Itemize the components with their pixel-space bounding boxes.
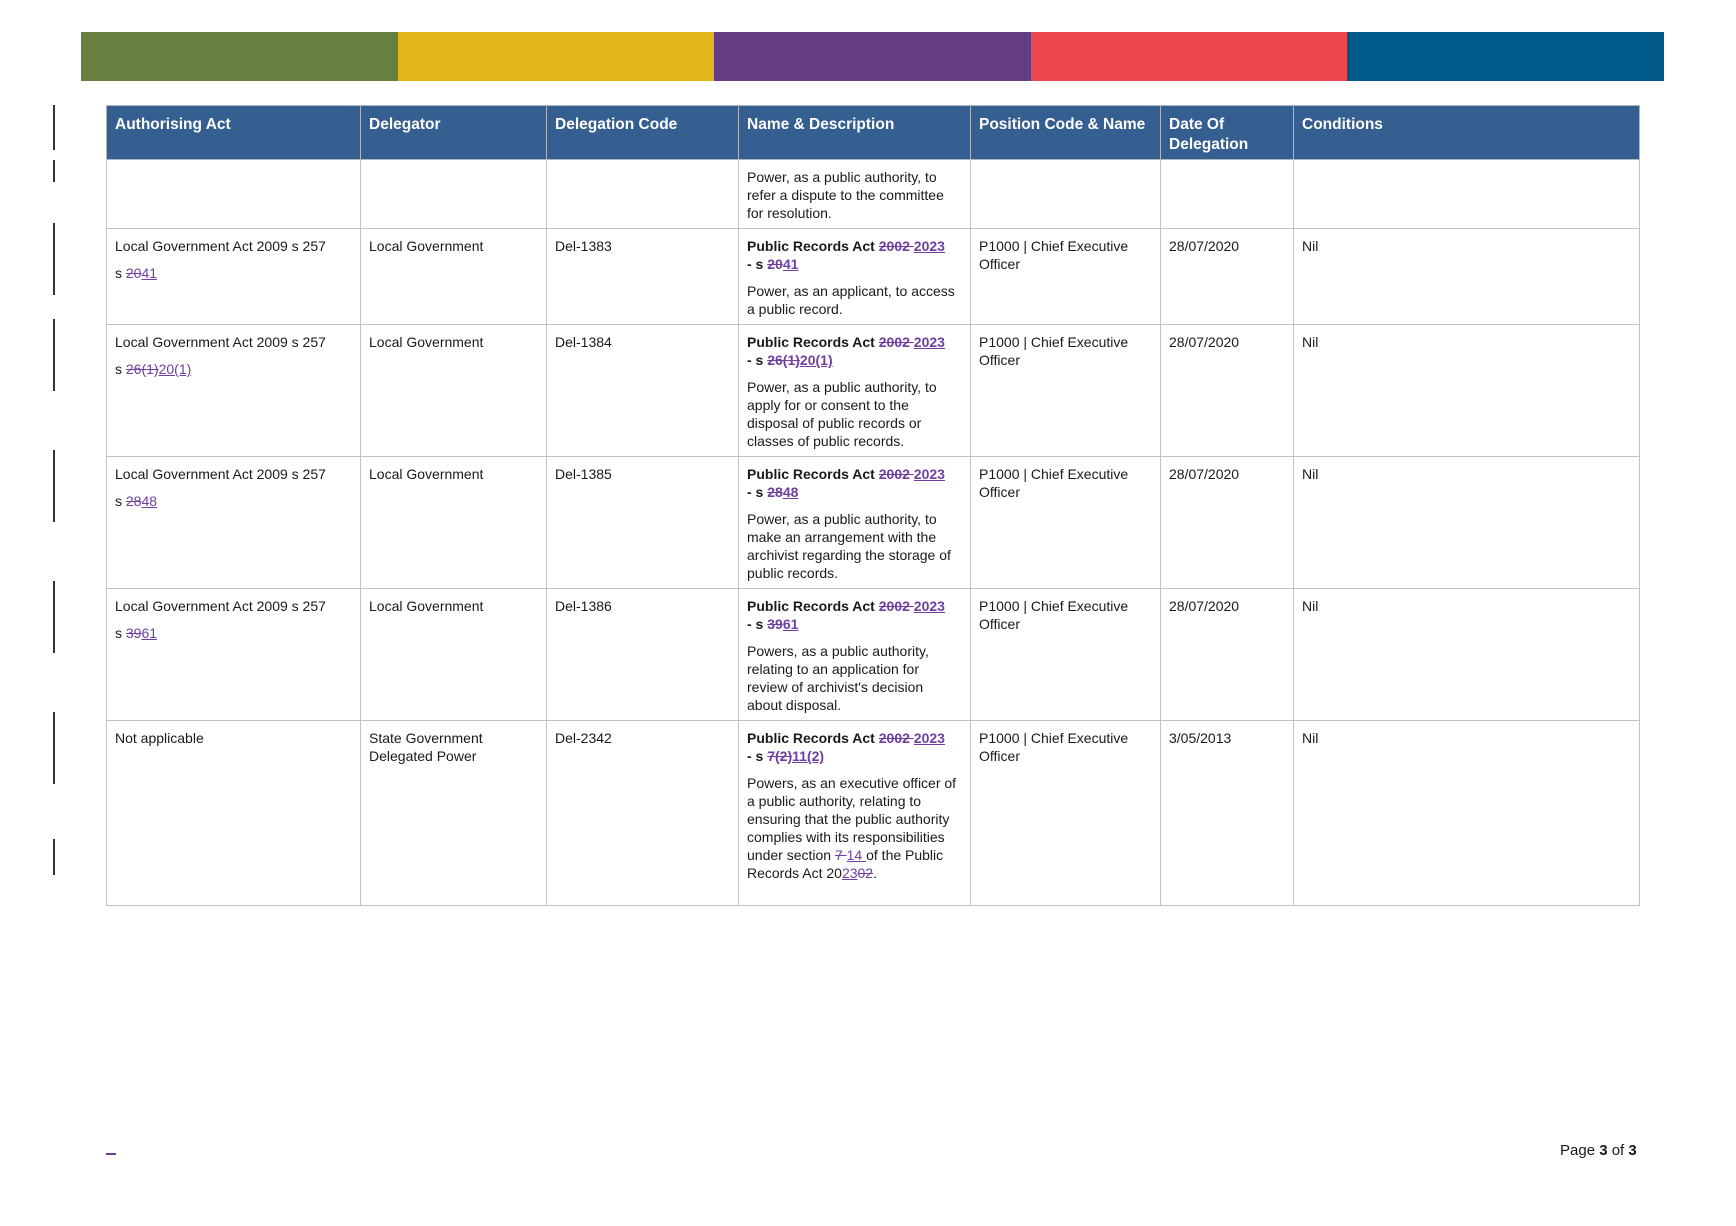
name-description-cell bbox=[739, 721, 971, 906]
delegation-code-cell: Del-1384 bbox=[547, 325, 739, 457]
inserted-text: 41 bbox=[141, 265, 158, 281]
description-text: Power, as a public authority, to apply for or consent to the disposal of public records or classes of public records. bbox=[747, 379, 937, 449]
date-cell: 28/07/2020 bbox=[1161, 325, 1294, 457]
name-description-cell bbox=[739, 229, 971, 325]
deleted-text: 26(1) bbox=[125, 361, 159, 377]
table-row bbox=[107, 589, 1640, 721]
deleted-text: 28 bbox=[125, 493, 142, 509]
act-text: Local Government Act 2009 s 257 bbox=[115, 238, 326, 254]
inserted-text: 48 bbox=[141, 493, 158, 509]
conditions-cell: Nil bbox=[1294, 589, 1640, 721]
position-cell: P1000 | Chief Executive Officer bbox=[971, 325, 1161, 457]
column-header-date: Date Of Delegation bbox=[1161, 106, 1294, 160]
revision-bar bbox=[53, 105, 55, 150]
position-cell: P1000 | Chief Executive Officer bbox=[971, 457, 1161, 589]
color-band-yellow bbox=[398, 32, 715, 81]
description-title: Public Records Act 2002 2023 - s 2848 bbox=[747, 466, 945, 500]
name-description-cell bbox=[739, 457, 971, 589]
color-band-green bbox=[81, 32, 398, 81]
revision-bar bbox=[53, 160, 55, 182]
delegation-code-cell: Del-2342 bbox=[547, 721, 739, 906]
description-text: Powers, as an executive officer of a public authority, relating to ensuring that the public authority complies with its responsibilities under section 7 14 of the Public Records Act 202302. bbox=[747, 775, 957, 881]
column-header-position: Position Code & Name bbox=[971, 106, 1161, 160]
date-cell: 3/05/2013 bbox=[1161, 721, 1294, 906]
column-header-authorising-act: Authorising Act bbox=[107, 106, 361, 160]
deleted-text: 20 bbox=[125, 265, 142, 281]
conditions-cell: Nil bbox=[1294, 229, 1640, 325]
table-row bbox=[107, 229, 1640, 325]
name-description-cell bbox=[739, 325, 971, 457]
act-text: Local Government Act 2009 s 257 bbox=[115, 466, 326, 482]
position-cell: P1000 | Chief Executive Officer bbox=[971, 229, 1161, 325]
position-cell: P1000 | Chief Executive Officer bbox=[971, 721, 1161, 906]
revision-bar bbox=[53, 581, 55, 653]
delegator-cell: State Government Delegated Power bbox=[361, 721, 547, 906]
description-text: Powers, as a public authority, relating to an application for review of archivist's decision about disposal. bbox=[747, 643, 929, 713]
description-text: Power, as an applicant, to access a public record. bbox=[747, 283, 955, 317]
act-section: s 26(1)20(1) bbox=[115, 361, 192, 377]
table-row bbox=[107, 457, 1640, 589]
column-header-conditions: Conditions bbox=[1294, 106, 1640, 160]
act-text: Local Government Act 2009 s 257 bbox=[115, 334, 326, 350]
delegation-code-cell: Del-1385 bbox=[547, 457, 739, 589]
revision-bar bbox=[53, 712, 55, 784]
authorising-act-cell bbox=[107, 589, 361, 721]
name-description-cell bbox=[739, 589, 971, 721]
table-header-row bbox=[107, 106, 1640, 160]
authorising-act-cell bbox=[107, 325, 361, 457]
delegator-cell: Local Government bbox=[361, 325, 547, 457]
authorising-act-cell bbox=[107, 229, 361, 325]
table-row bbox=[107, 160, 1640, 229]
description-title: Public Records Act 2002 2023 - s 3961 bbox=[747, 598, 945, 632]
position-cell: P1000 | Chief Executive Officer bbox=[971, 589, 1161, 721]
revision-bar bbox=[53, 319, 55, 391]
act-section: s 3961 bbox=[115, 625, 158, 641]
color-band-purple bbox=[714, 32, 1031, 81]
act-text: Local Government Act 2009 s 257 bbox=[115, 598, 326, 614]
delegator-cell: Local Government bbox=[361, 457, 547, 589]
description-text: Power, as a public authority, to make an arrangement with the archivist regarding the storage of public records. bbox=[747, 511, 951, 581]
act-section: s 2848 bbox=[115, 493, 158, 509]
table-row bbox=[107, 721, 1640, 906]
inserted-text: 20(1) bbox=[158, 361, 192, 377]
delegation-code-cell: Del-1386 bbox=[547, 589, 739, 721]
description-cell bbox=[739, 160, 971, 229]
conditions-cell: Nil bbox=[1294, 457, 1640, 589]
column-header-delegator: Delegator bbox=[361, 106, 547, 160]
date-cell: 28/07/2020 bbox=[1161, 589, 1294, 721]
delegation-table bbox=[106, 105, 1640, 906]
delegator-cell: Local Government bbox=[361, 589, 547, 721]
revision-bar bbox=[53, 450, 55, 522]
deleted-text: 39 bbox=[125, 625, 142, 641]
column-header-delegation-code: Delegation Code bbox=[547, 106, 739, 160]
authorising-act-cell: Not applicable bbox=[107, 721, 361, 906]
color-band-blue bbox=[1347, 32, 1664, 81]
conditions-cell: Nil bbox=[1294, 325, 1640, 457]
page-number: Page 3 of 3 bbox=[1560, 1142, 1637, 1159]
inserted-text: 61 bbox=[141, 625, 158, 641]
authorising-act-cell bbox=[107, 457, 361, 589]
header-color-band bbox=[81, 32, 1664, 81]
footer-link-mark[interactable] bbox=[106, 1153, 116, 1155]
delegation-code-cell: Del-1383 bbox=[547, 229, 739, 325]
revision-bar bbox=[53, 223, 55, 295]
description-title: Public Records Act 2002 2023 - s 2041 bbox=[747, 238, 945, 272]
date-cell: 28/07/2020 bbox=[1161, 229, 1294, 325]
revision-bar bbox=[53, 839, 55, 875]
table-row bbox=[107, 325, 1640, 457]
description-text: Power, as a public authority, to refer a dispute to the committee for resolution. bbox=[747, 169, 944, 221]
date-cell: 28/07/2020 bbox=[1161, 457, 1294, 589]
color-band-red bbox=[1031, 32, 1348, 81]
description-title: Public Records Act 2002 2023 - s 26(1)20(1) bbox=[747, 334, 945, 368]
conditions-cell: Nil bbox=[1294, 721, 1640, 906]
description-title: Public Records Act 2002 2023 - s 7(2)11(2) bbox=[747, 730, 945, 764]
act-section: s 2041 bbox=[115, 265, 158, 281]
delegator-cell: Local Government bbox=[361, 229, 547, 325]
column-header-name-description: Name & Description bbox=[739, 106, 971, 160]
